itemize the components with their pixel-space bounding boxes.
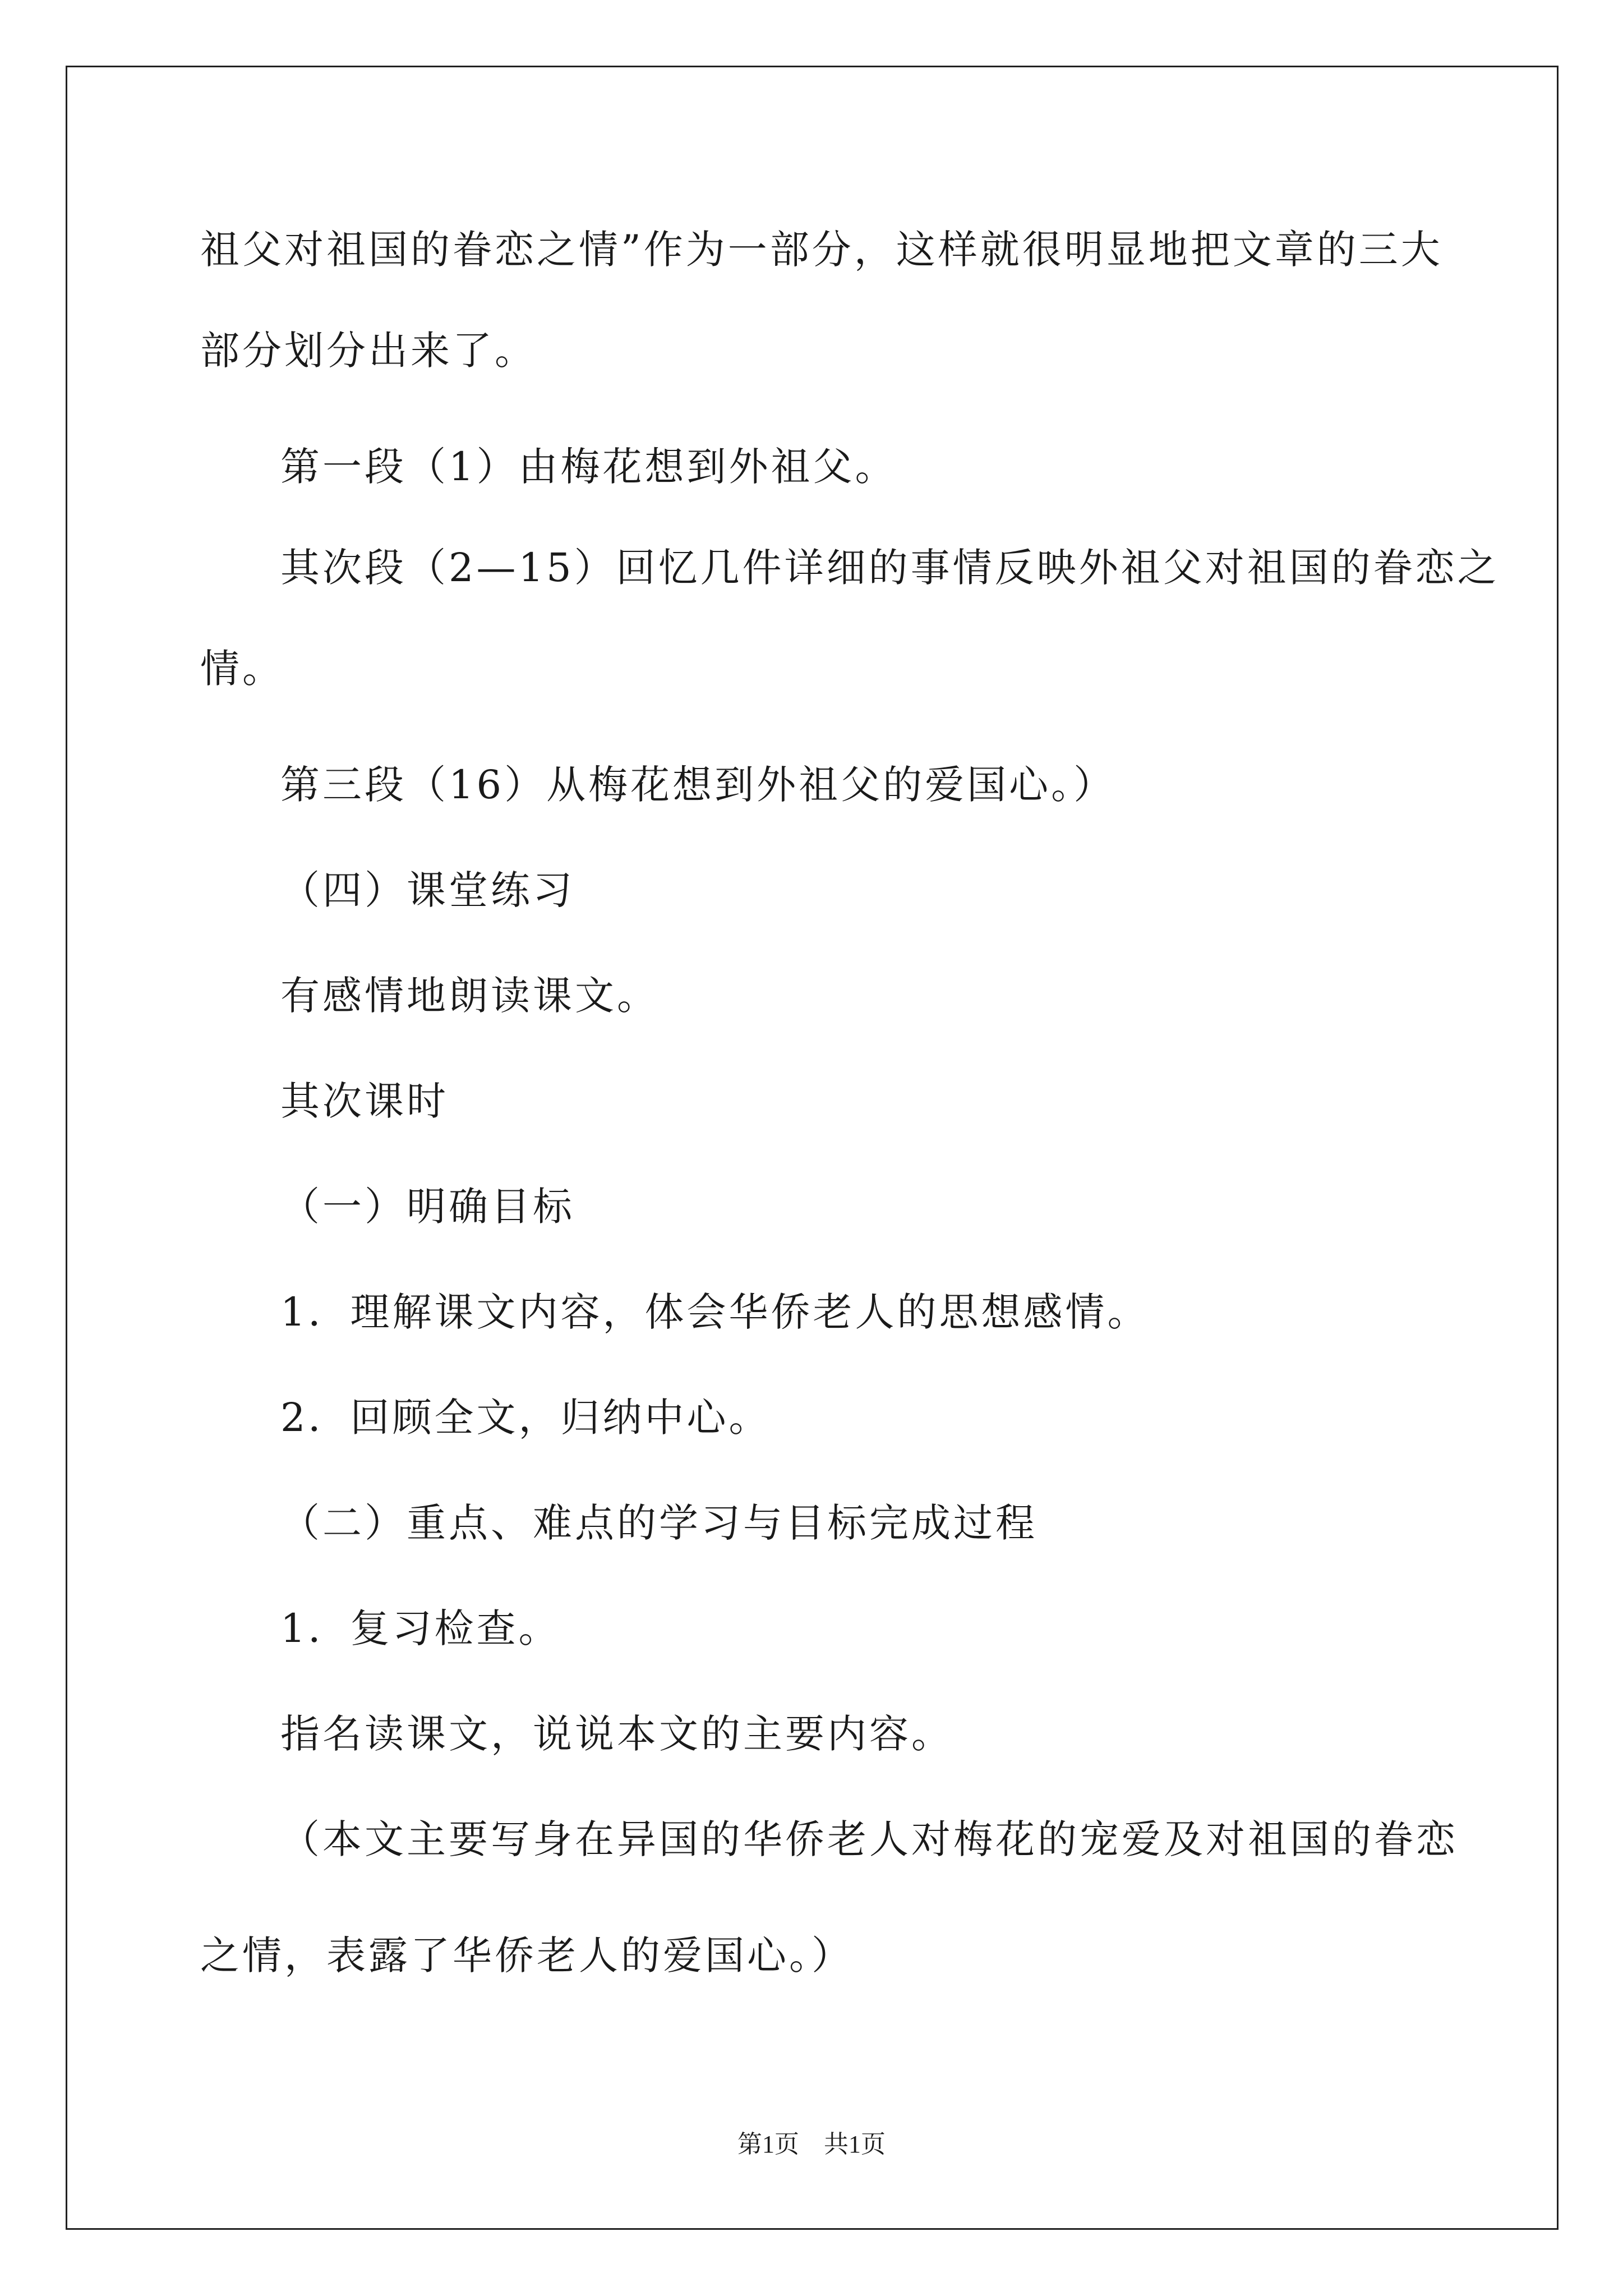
list-item: 1．复习检查。 — [280, 1605, 561, 1651]
page-border — [66, 66, 1559, 2230]
text-line: 之情，表露了华侨老人的爱国心。） — [200, 1932, 854, 1978]
text-line: 情。 — [200, 646, 284, 692]
list-item: 2．回顾全文，归纳中心。 — [280, 1395, 771, 1441]
text-line: 部分划分出来了。 — [200, 328, 537, 374]
list-item: 1．理解课文内容，体会华侨老人的思想感情。 — [280, 1289, 1150, 1335]
text-line: 其次段（2—15）回忆几件详细的事情反映外祖父对祖国的眷恋之 — [280, 545, 1500, 591]
section-heading: （二）重点、难点的学习与目标完成过程 — [280, 1500, 1038, 1546]
text-line: 第三段（16）从梅花想到外祖父的爱国心。） — [280, 762, 1116, 808]
text-line: 祖父对祖国的眷恋之情”作为一部分，这样就很明显地把文章的三大 — [200, 227, 1443, 273]
section-heading: （四）课堂练习 — [280, 867, 575, 913]
text-line: （本文主要写身在异国的华侨老人对梅花的宠爱及对祖国的眷恋 — [280, 1816, 1458, 1862]
text-line: 指名读课文，说说本文的主要内容。 — [280, 1711, 953, 1757]
section-heading: 其次课时 — [280, 1078, 449, 1124]
page-number-footer: 第1页 共1页 — [737, 2131, 886, 2158]
section-heading: （一）明确目标 — [280, 1184, 575, 1230]
text-line: 有感情地朗读课文。 — [280, 973, 659, 1019]
text-line: 第一段（1）由梅花想到外祖父。 — [280, 444, 897, 490]
